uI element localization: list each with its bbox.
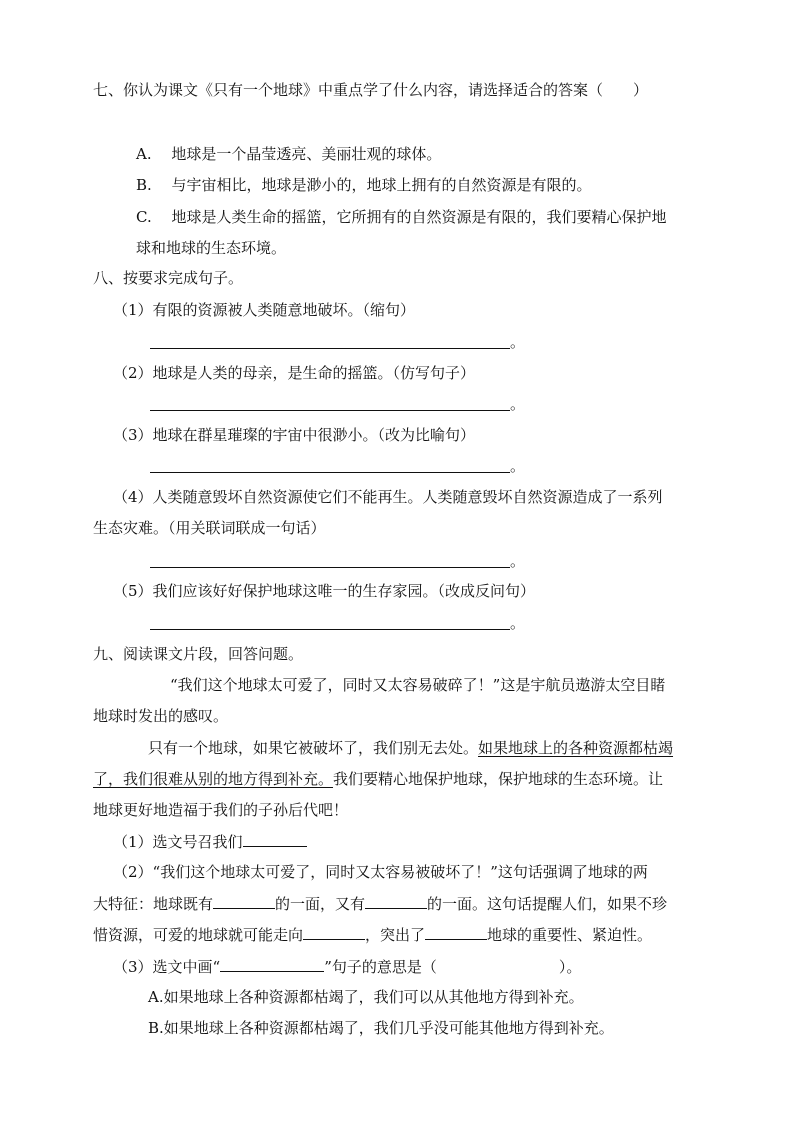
question-9-2-line3 [93,923,652,946]
question-text: 的一面，又有 [275,895,366,913]
passage-text: 只有一个地球，如果它被破坏了，我们别无去处。 [148,739,479,757]
question-text: ）。 [558,958,582,976]
answer-line-8-1[interactable] [150,348,510,349]
question-text: （1）选文号召我们 [113,833,243,851]
question-text: 惜资源，可爱的地球就可能走向 [93,926,304,944]
question-text: ”句子的意思是（ [324,958,437,976]
option-9-3b: B.如果地球上各种资源都枯竭了，我们几乎没可能其他地方得到补充。 [148,1019,614,1037]
option-7c-line1: C. 地球是人类生命的摇篮，它所拥有的自然资源是有限的，我们要精心保护地 [136,208,667,226]
task-8-4-line2: 生态灾难。（用关联词联成一句话） [93,519,326,537]
passage-p2-line2 [93,768,663,790]
period-mark: 。 [510,614,526,632]
passage-p1-line1: “我们这个地球太可爱了，同时又太容易破碎了！”这是宇航员遨游太空目睹 [170,676,666,694]
question-9-2-line1: （2）“我们这个地球太可爱了，同时又太容易被破坏了！”这句话强调了地球的两 [113,863,648,881]
question-text: 的一面。这句话提醒人们，如果不珍 [427,895,668,913]
question-9-1 [113,830,307,853]
section-9-title: 九、阅读课文片段，回答问题。 [93,645,304,663]
question-9-2-line2 [93,892,667,915]
fill-blank[interactable] [243,830,307,847]
answer-line-8-5[interactable] [150,629,510,630]
passage-text: 我们要精心地保护地球，保护地球的生态环境。让 [333,770,664,788]
question-9-3 [113,955,581,978]
period-mark: 。 [510,333,526,351]
task-8-1: （1）有限的资源被人类随意地破坏。（缩句） [113,301,416,319]
question-text: ，突出了 [365,926,426,944]
underlined-sentence: 了，我们很难从别的地方得到补充。 [93,770,334,788]
option-7c-line2: 球和地球的生态环境。 [136,239,287,257]
passage-p2-line3: 地球更好地造福于我们的子孙后代吧！ [93,801,349,819]
option-9-3a: A.如果地球上各种资源都枯竭了，我们可以从其他地方得到补充。 [148,988,584,1006]
period-mark: 。 [510,395,526,413]
answer-line-8-3[interactable] [150,472,510,473]
fill-blank[interactable] [303,923,365,940]
underlined-sentence: 如果地球上的各种资源都枯竭 [478,739,674,757]
question-text: （3）选文中画“ [113,958,221,976]
fill-blank[interactable] [220,955,324,972]
passage-p1-line2: 地球时发出的感叹。 [93,707,229,725]
task-8-3: （3）地球在群星璀璨的宇宙中很渺小。（改为比喻句） [113,426,476,444]
answer-line-8-4[interactable] [150,567,510,568]
question-text: 地球的重要性、紧迫性。 [487,926,653,944]
period-mark: 。 [510,552,526,570]
option-7b: B. 与宇宙相比，地球是渺小的，地球上拥有的自然资源是有限的。 [136,176,592,194]
option-7a: A. 地球是一个晶莹透亮、美丽壮观的球体。 [136,145,442,163]
task-8-5: （5）我们应该好好保护地球这唯一的生存家园。（改成反问句） [113,582,536,600]
passage-p2-line1 [148,737,673,759]
fill-blank[interactable] [213,892,275,909]
question-text: 大特征：地球既有 [93,895,214,913]
question-7: 七、你认为课文《只有一个地球》中重点学了什么内容，请选择适合的答案（ ） [93,81,649,99]
task-8-2: （2）地球是人类的母亲，是生命的摇篮。（仿写句子） [113,364,476,382]
answer-line-8-2[interactable] [150,410,510,411]
section-8-title: 八、按要求完成句子。 [93,269,244,287]
period-mark: 。 [510,457,526,475]
fill-blank[interactable] [365,892,427,909]
fill-blank[interactable] [425,923,487,940]
task-8-4-line1: （4）人类随意毁坏自然资源使它们不能再生。人类随意毁坏自然资源造成了一系列 [113,488,663,506]
